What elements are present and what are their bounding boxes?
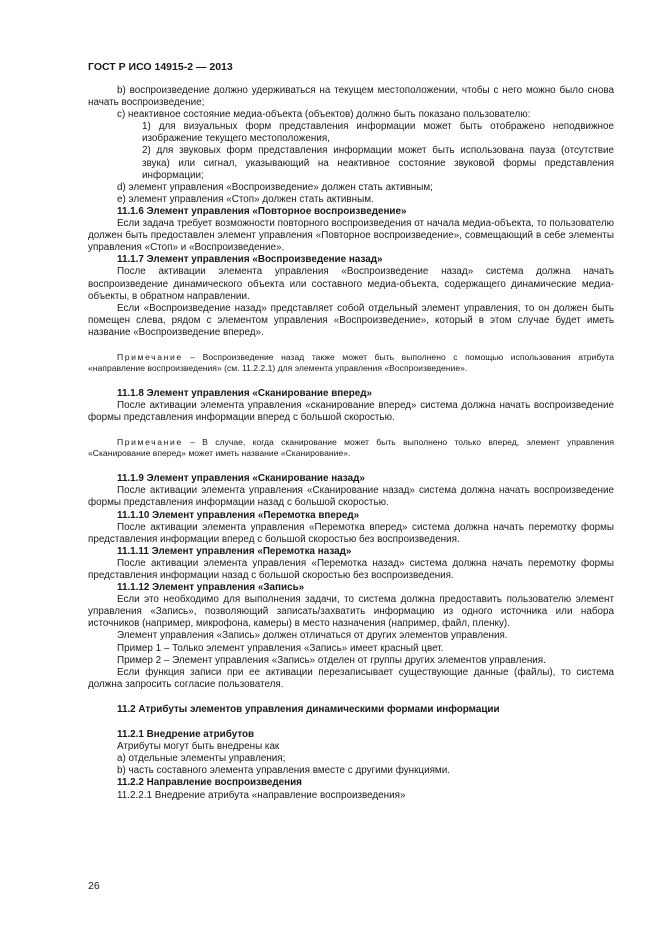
heading-11-1-10: 11.1.10 Элемент управления «Перемотка вперед» <box>117 509 360 521</box>
paragraph-11-1-7a: После активации элемента управления «Воспроизведение назад» система должна начать воспроизведение динамического объекта или составного медиа-объекта, содержащего динамические медиа-объекты, в обратном направлении. <box>88 266 614 302</box>
page-body <box>88 85 614 802</box>
paragraph-11-2-2-1: 11.2.2.1 Внедрение атрибута «направление воспроизведения» <box>117 789 406 801</box>
note-label: Примечание <box>117 351 183 362</box>
note-2 <box>88 437 614 459</box>
list-item-e: e) элемент управления «Стоп» должен стать активным. <box>117 193 374 205</box>
heading-11-2-1: 11.2.1 Внедрение атрибутов <box>117 729 255 741</box>
heading-11-2-2: 11.2.2 Направление воспроизведения <box>117 777 302 789</box>
heading-11-1-8: 11.1.8 Элемент управления «Сканирование вперед» <box>117 387 373 399</box>
paragraph-11-1-12e: Если функция записи при ее активации перезаписывает существующие данные (файлы), то система должна запросить согласие пользователя. <box>88 666 614 690</box>
heading-11-2: 11.2 Атрибуты элементов управления динамическими формами информации <box>117 703 500 715</box>
list-item-b2: b) часть составного элемента управления вместе с другими функциями. <box>117 765 450 777</box>
list-item-a: а) отдельные элементы управления; <box>117 753 286 765</box>
note-text: – В случае, когда сканирование может быть выполнено только вперед, элемент управления «Сканирование вперед» может иметь название «Сканирование». <box>88 437 614 459</box>
note-text: – Воспроизведение назад также может быть выполнено с помощью использования атрибута «направление воспроизведения» (см. 11.2.2.1) для элемента управления «Воспроизведение». <box>88 351 614 373</box>
page-number: 26 <box>88 880 100 892</box>
heading-11-1-11: 11.1.11 Элемент управления «Перемотка назад» <box>117 545 352 557</box>
paragraph-11-1-7b: Если «Воспроизведение назад» представляет собой отдельный элемент управления, то он должен быть помещен слева, рядом с элементом управления «Воспроизведение», который в этом случае будет иметь название «Воспроизведение вперед». <box>88 302 614 338</box>
list-item-c: c) неактивное состояние медиа-объекта (объектов) должно быть показано пользователю: <box>117 109 531 121</box>
paragraph-11-1-9: После активации элемента управления «Сканирование назад» система должна начать воспроизведение формы представления информации назад с большой скоростью. <box>88 485 614 509</box>
note-1 <box>88 352 614 374</box>
paragraph-11-2-1a: Атрибуты могут быть внедрены как <box>117 741 280 753</box>
paragraph-11-1-6: Если задача требует возможности повторного воспроизведения от начала медиа-объекта, то пользователю должен быть предоставлен элемент управления «Повторное воспроизведение», совмещающий в себе элементы управления «Стоп» и «Воспроизведение». <box>88 218 614 254</box>
paragraph-11-1-12b: Элемент управления «Запись» должен отличаться от других элементов управления. <box>117 630 508 642</box>
list-item-c2: 2) для звуковых форм представления информации может быть использована пауза (отсутствие звука) или сигнал, указывающий на неактивное состояние звуковой формы представления информации; <box>142 145 614 181</box>
paragraph-11-1-11: После активации элемента управления «Перемотка назад» система должна начать перемотку формы представления информации назад с большой скоростью без воспроизведения. <box>88 557 614 581</box>
heading-11-1-6: 11.1.6 Элемент управления «Повторное воспроизведение» <box>117 205 407 217</box>
example-2: Пример 2 – Элемент управления «Запись» отделен от группы других элементов управления. <box>117 654 546 666</box>
list-item-c1: 1) для визуальных форм представления информации может быть отображено неподвижное изображение текущего местоположения, <box>142 121 614 145</box>
heading-11-1-9: 11.1.9 Элемент управления «Сканирование назад» <box>117 473 365 485</box>
heading-11-1-12: 11.1.12 Элемент управления «Запись» <box>117 582 305 594</box>
paragraph-11-1-8: После активации элемента управления «сканирование вперед» система должна начать воспроизведение формы представления информации вперед с большой скоростью. <box>88 400 614 424</box>
paragraph-11-1-12a: Если это необходимо для выполнения задачи, то система должна предоставить пользователю элемент управления «Запись», позволяющий записать/захватить информацию из одного источника или набора источников (например, микрофона, камеры) в место назначения (например, файл, пленку). <box>88 594 614 630</box>
heading-11-1-7: 11.1.7 Элемент управления «Воспроизведение назад» <box>117 254 383 266</box>
example-1: Пример 1 – Только элемент управления «Запись» имеет красный цвет. <box>117 642 444 654</box>
paragraph-11-1-10: После активации элемента управления «Перемотка вперед» система должна начать перемотку формы представления информации вперед с большой скоростью без воспроизведения. <box>88 521 614 545</box>
list-item-b: b) воспроизведение должно удерживаться на текущем местоположении, чтобы с него можно было снова начать воспроизведение; <box>88 85 614 109</box>
document-header: ГОСТ Р ИСО 14915-2 — 2013 <box>88 61 233 73</box>
list-item-d: d) элемент управления «Воспроизведение» должен стать активным; <box>117 181 433 193</box>
note-label: Примечание <box>117 437 183 448</box>
